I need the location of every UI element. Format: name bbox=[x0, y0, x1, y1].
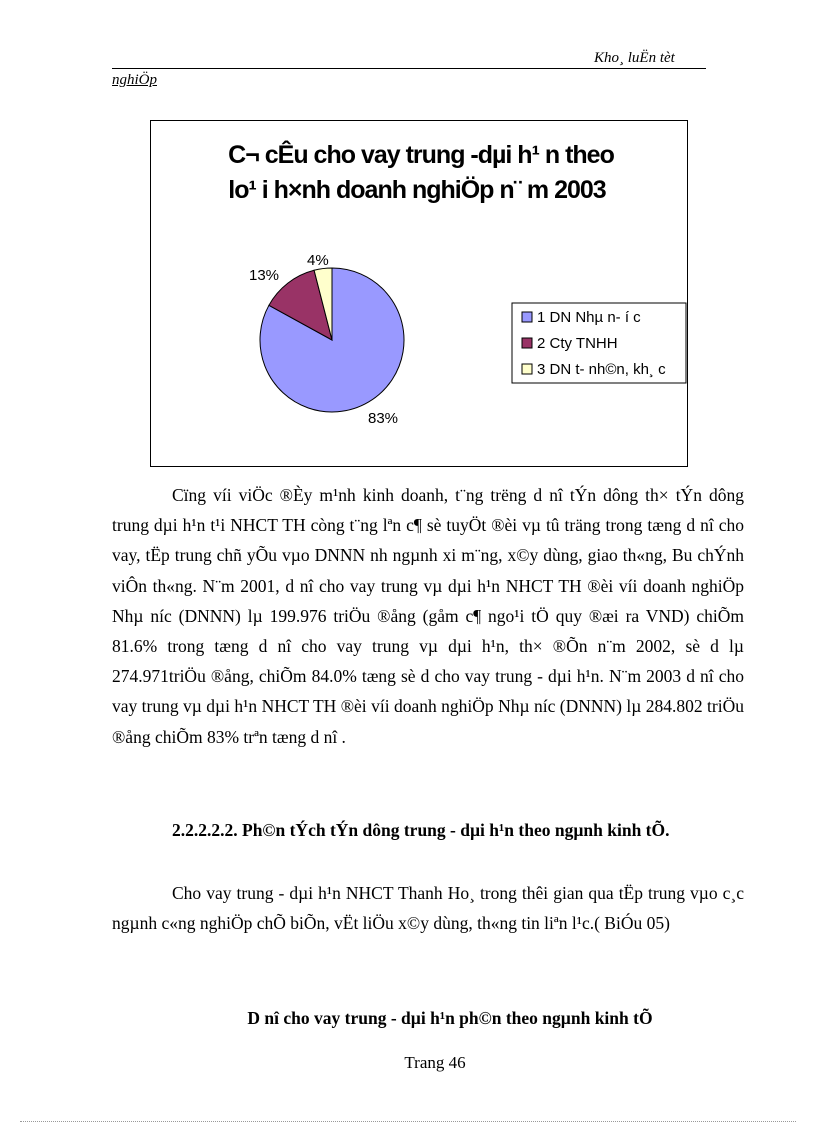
footer-rule bbox=[20, 1121, 796, 1122]
header-rule bbox=[112, 68, 706, 69]
header-title: Kho¸ luËn tèt bbox=[594, 50, 675, 66]
pie-label-2: 4% bbox=[307, 252, 329, 269]
legend-label-2: 3 DN t- nh©n, kh¸ c bbox=[537, 361, 666, 378]
header-title-continued: nghiÖp bbox=[112, 72, 157, 88]
pie-chart bbox=[150, 120, 688, 467]
pie-chart-svg bbox=[151, 121, 687, 466]
legend-swatch-0 bbox=[522, 312, 532, 322]
chart-title-line2: lo¹ i h×nh doanh nghiÖp n¨ m 2003 bbox=[228, 176, 606, 204]
page-number: Trang 46 bbox=[404, 1053, 466, 1072]
body-paragraph-2: Cho vay trung - dµi h¹n NHCT Thanh Ho¸ trong thêi gian qua tËp trung vµo c¸c ngµnh c«ng nghiÖp chÕ biÕn, vËt liÖu x©y dùng, th«ng tin liªn l¹c.( BiÓu 05) bbox=[112, 883, 744, 934]
table-heading: D nî cho vay trung - dµi h¹n ph©n theo ngµnh kinh tÕ bbox=[247, 1008, 653, 1028]
chart-title-line1: C¬ cÊu cho vay trung -dµi h¹ n theo bbox=[228, 141, 614, 169]
pie-label-1: 13% bbox=[249, 267, 280, 284]
legend-swatch-1 bbox=[522, 338, 532, 348]
pie-slices bbox=[260, 268, 404, 412]
legend-label-0: 1 DN Nhµ n- í c bbox=[537, 309, 641, 326]
body-paragraph-1: Cïng víi viÖc ®Èy m¹nh kinh doanh, t¨ng trëng d nî tÝn dông th× tÝn dông trung dµi h¹n t¹i NHCT TH còng t¨ng lªn c¶ sè tuyÖt ®èi vµ tû träng trong tæng d nî cho vay, tËp trung chñ yÕu vµo DNNN nh ngµnh xi m¨ng, x©y dùng, giao th«ng, Bu chÝnh viÔn th«ng. N¨m 2001, d nî cho vay trung vµ dµi h¹n NHCT TH ®èi víi doanh nghiÖp Nhµ níc (DNNN) lµ 199.976 triÖu ®ång (gåm c¶ ngo¹i tÖ quy ®æi ra VND) chiÕm 81.6% trong tæng d nî cho vay trung vµ dµi h¹n, th× ®Õn n¨m 2002, sè d lµ 274.971triÖu ®ång, chiÕm 84.0% tæng sè d cho vay trung - dµi h¹n. N¨m 2003 d nî cho vay trung vµ dµi h¹n NHCT TH ®èi víi doanh nghiÖp Nhµ níc (DNNN) lµ 284.802 triÖu ®ång chiÕm 83% trªn tæng d nî . bbox=[112, 485, 744, 747]
pie-label-0: 83% bbox=[368, 410, 399, 427]
legend-label-1: 2 Cty TNHH bbox=[537, 335, 618, 352]
legend bbox=[512, 303, 686, 383]
section-heading: 2.2.2.2.2. Ph©n tÝch tÝn dông trung - dµi h¹n theo ngµnh kinh tÕ. bbox=[172, 820, 670, 840]
legend-swatch-2 bbox=[522, 364, 532, 374]
